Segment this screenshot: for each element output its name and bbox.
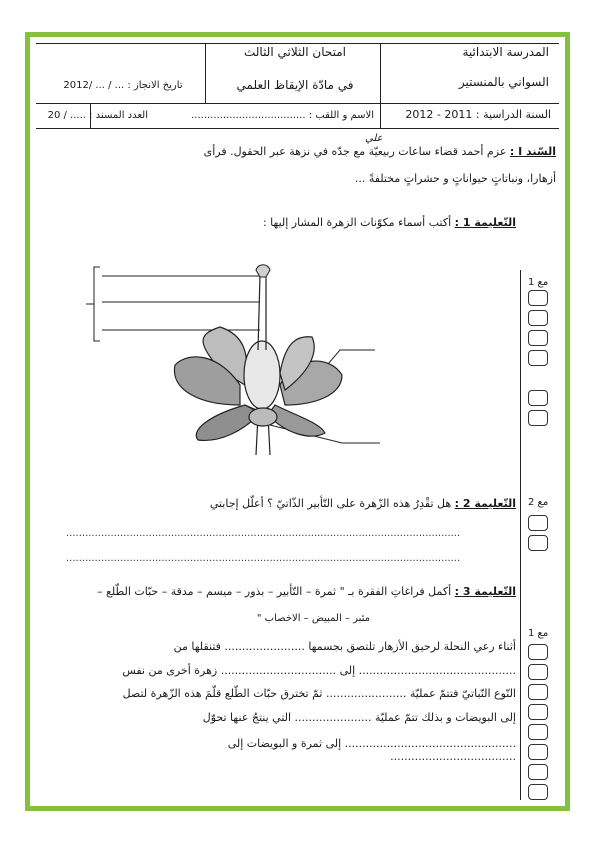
q1-instruction [180,216,516,229]
q3-instruction [50,585,516,598]
score-box[interactable] [528,744,548,760]
margin-label-3: مع 1 [528,628,549,639]
q3-word-list-2: مئبر – المبيض – الاخصاب " [256,613,370,624]
exam-title-line1: امتحان الثلاثي الثالث [243,45,347,59]
header-line-top [36,43,559,44]
q3-text: أكمل فراغاتِ الفقرة بـ " ثمرة – التّأبير – بذور – ميسم – مدقة – حبّات الطّلع – [96,585,452,598]
exam-title-line2: في مادّة الإيقاظ العلمي [236,78,354,92]
support-line1 [36,145,556,158]
margin-divider [520,270,521,800]
score-box[interactable] [528,310,548,326]
q2-answer-line1[interactable]: ............................................................................................................................ [66,528,461,539]
header-line-mid [36,103,559,104]
score-box[interactable] [528,704,548,720]
q1-text: أكتب أسماء مكوّنات الزهرة المشار إليها : [262,216,452,229]
score-box[interactable] [528,784,548,800]
score-box[interactable] [528,350,548,366]
support-line2: أزهارا، ونباتاتٍ حيواناتٍ و حشراتٍ مختلفةً ... [354,172,556,185]
q3-paragraph-line1[interactable]: أثناء رعي النحلة لرحيق الأزهار تلتصق بجسمها ....................... فتنقلها من [173,640,516,653]
q2-title: التّعليمة 2 : [454,497,516,510]
score-box[interactable] [528,410,548,426]
bracket-left [94,267,100,341]
margin-label-2: مع 2 [528,497,549,508]
date-label: تاريخ الانجاز : ... / ... /2012 [63,80,183,91]
q2-text: هل تقْدِرُ هذه الزّهرة على التّأبير الذّاتيّ ؟ أعلّل إجابتي [209,497,452,510]
support-handwritten: علي [365,133,383,144]
score-box[interactable] [528,644,548,660]
q3-title: التّعليمة 3 : [454,585,516,598]
score-box[interactable] [528,764,548,780]
score-box[interactable] [528,390,548,406]
score-box[interactable] [528,515,548,531]
score-box[interactable] [528,724,548,740]
school-name-line1: المدرسة الابتدائية [462,45,549,59]
header-line-bottom [36,128,559,129]
score-box[interactable] [528,330,548,346]
support-title: السّند I : [509,145,556,158]
header-divider-1 [205,43,206,103]
q2-answer-line2[interactable]: ............................................................................................................................ [66,553,461,564]
q2-instruction [180,497,516,510]
school-year-label: السنة الدراسية : 2011 - 2012 [405,108,551,121]
score-box[interactable] [528,535,548,551]
student-name-field: الاسم و اللقب : .................................... [191,110,374,121]
q3-paragraph-line2[interactable]: ............................................. إلى ................................. زهرة أخرى من نفس [122,664,516,677]
support-text1: عزم أحمد قضاء ساعات ربيعيّة مع جدّه في نزهة عبر الحقول. فرأى [203,145,507,158]
q1-title: التّعليمة 1 : [454,216,516,229]
score-box[interactable] [528,664,548,680]
flower-diagram [80,255,420,465]
score-box[interactable] [528,290,548,306]
q3-paragraph-line5[interactable]: ................................................. إلى ثمرة و البويضات إلى .................................... [227,737,516,763]
q3-paragraph-line3[interactable]: النّوع النّباتيّ فتتمّ عمليّة ....................... ثمّ تخترق حبّات الطّلع قلّمَ هذه الزّهرة لتصل [122,687,516,700]
school-name-line2: السواني بالمنستير [458,75,549,89]
grade-field: العدد المسند : ..... / 20 [47,110,148,121]
q3-paragraph-line4[interactable]: إلى البويضات و بذلك تتمّ عمليّة ...................... التي ينتجُ عنها تحوّل [202,711,516,724]
margin-label-1: مع 1 [528,277,549,288]
score-box[interactable] [528,684,548,700]
